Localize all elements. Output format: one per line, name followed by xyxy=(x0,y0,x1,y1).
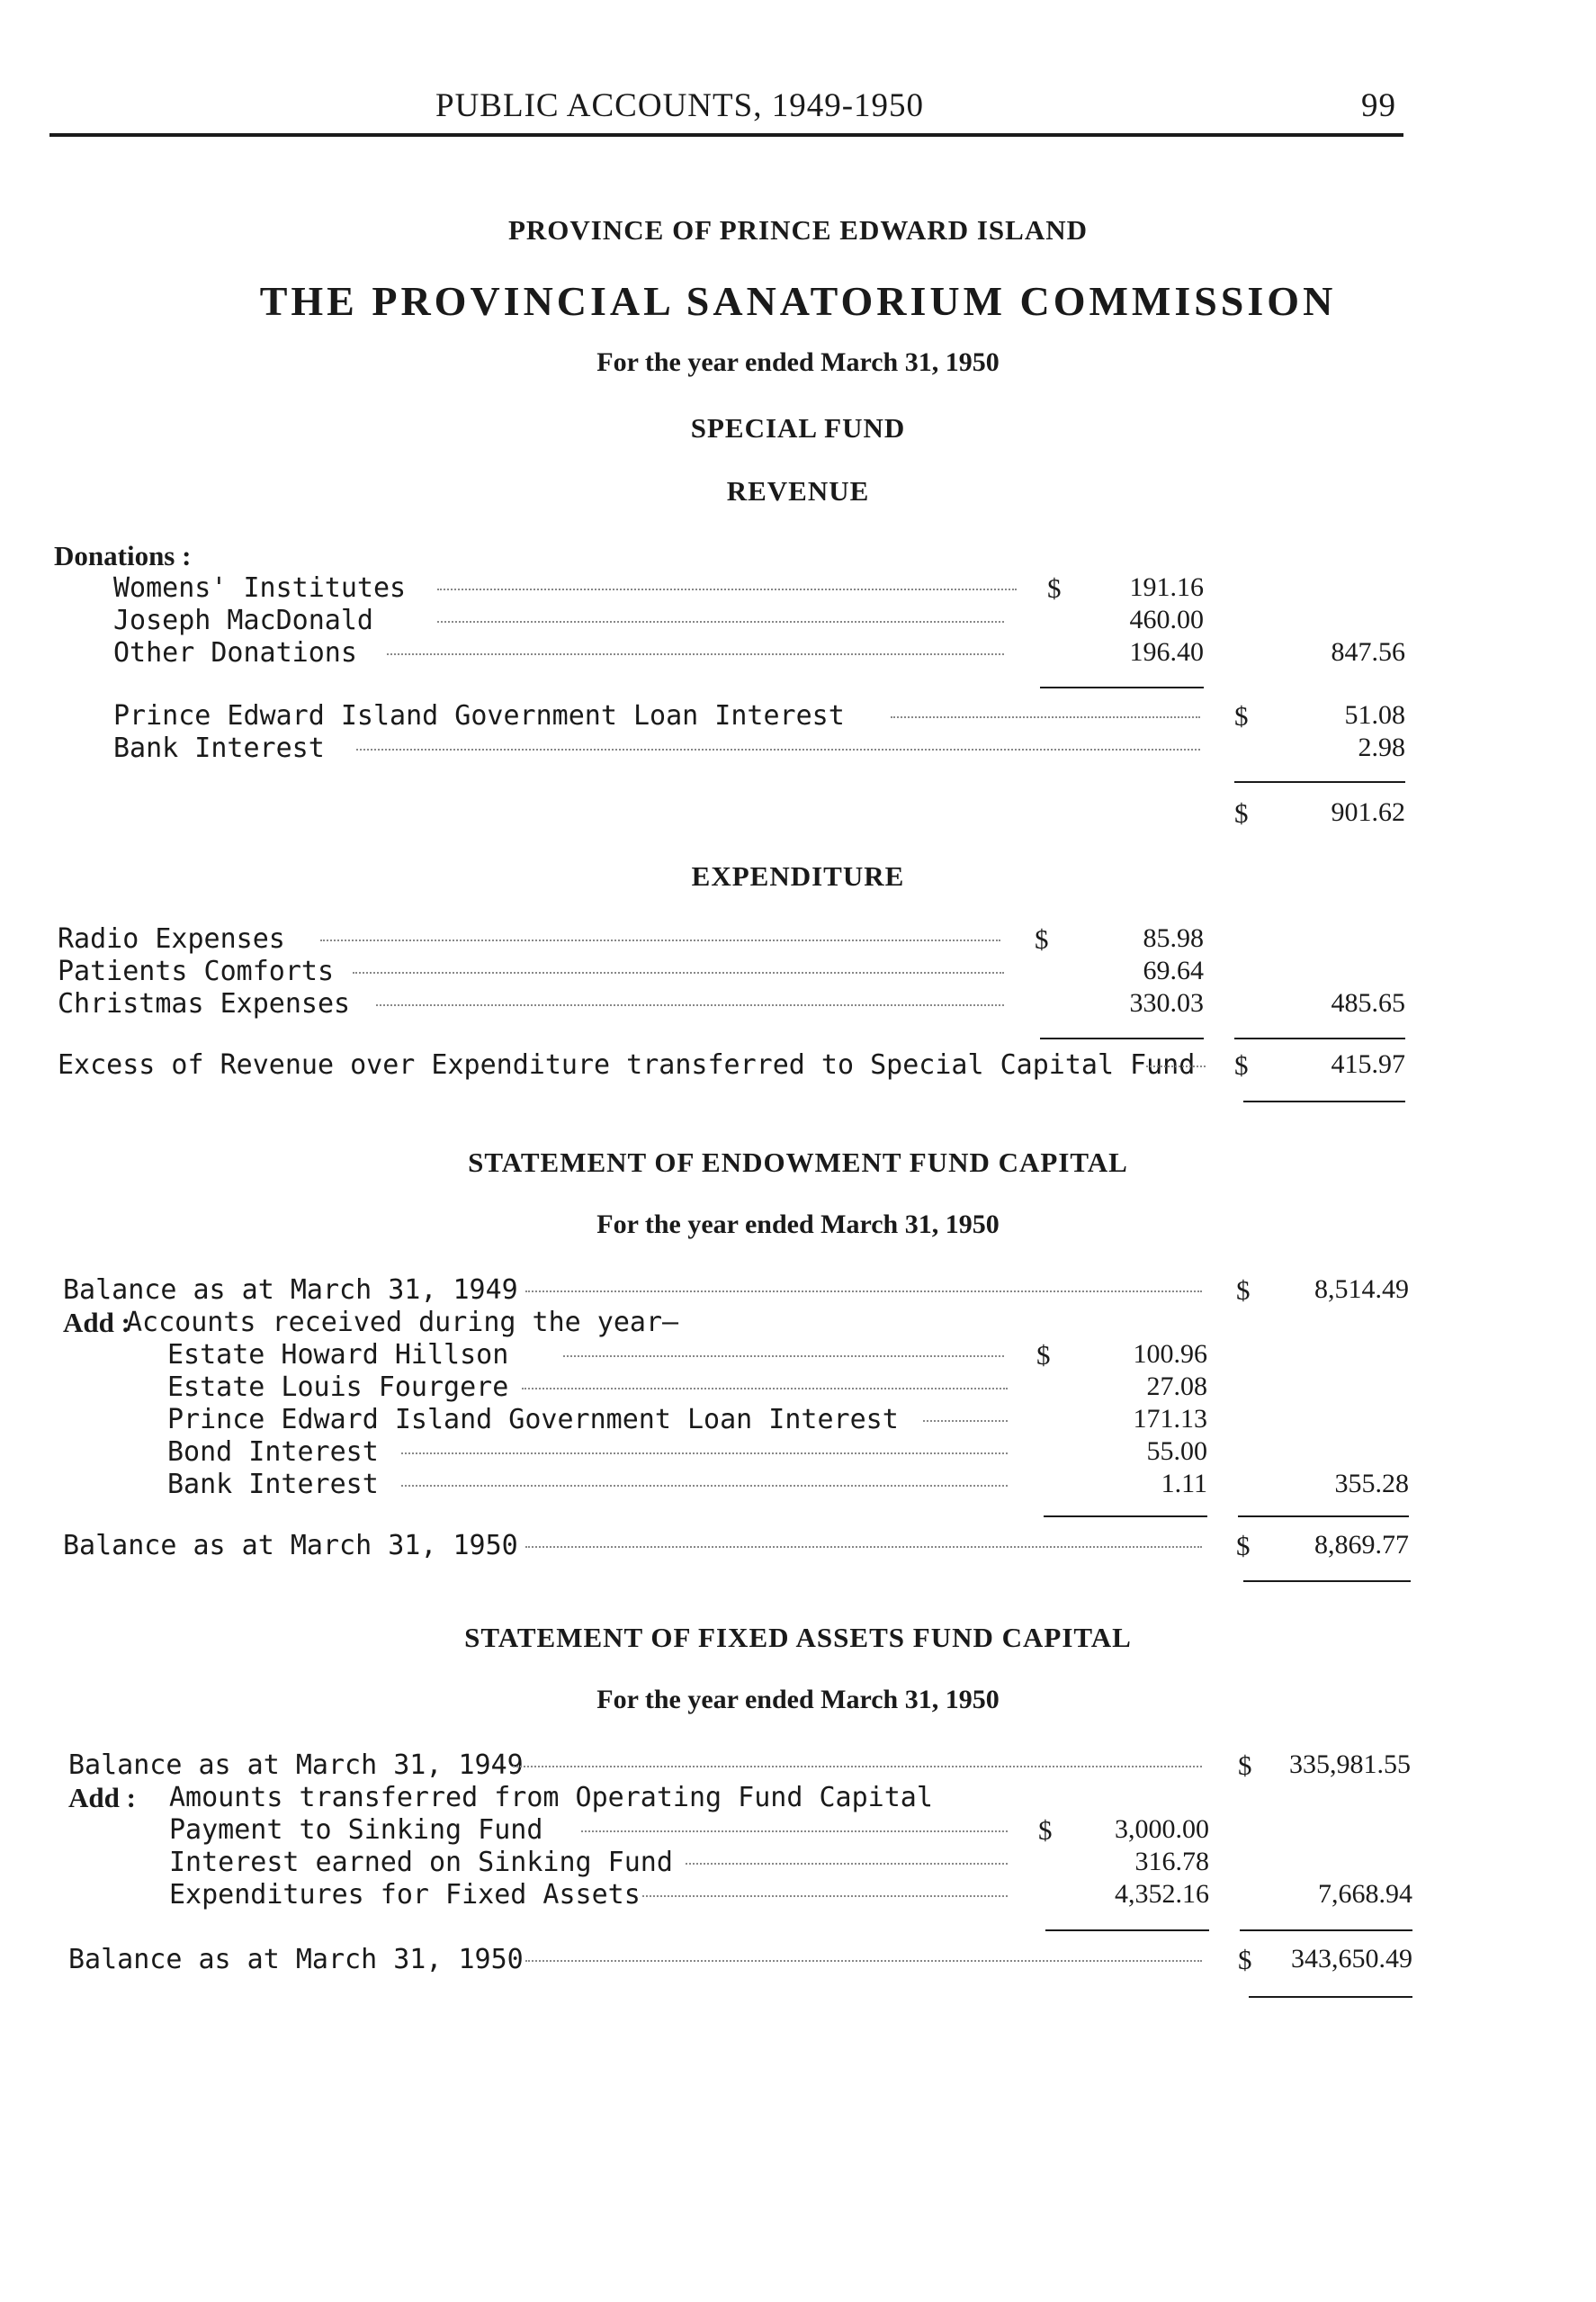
row-label: Prince Edward Island Government Loan Interest xyxy=(167,1404,899,1435)
province-heading: PROVINCE OF PRINCE EDWARD ISLAND xyxy=(507,214,1088,246)
revenue-row xyxy=(0,700,1596,733)
leader-dots xyxy=(356,749,1200,751)
endowment-row xyxy=(0,1404,1596,1436)
dollar-sign: $ xyxy=(1038,1814,1053,1846)
leader-dots xyxy=(525,1546,1202,1548)
fixed-assets-closing-total: 343,650.49 xyxy=(1291,1944,1412,1974)
amount: 330.03 xyxy=(1129,988,1204,1018)
leader-dots xyxy=(401,1452,1008,1454)
row-label: Bank Interest xyxy=(113,733,325,764)
leader-dots xyxy=(401,1485,1008,1487)
row-label: Balance as at March 31, 1950 xyxy=(63,1530,518,1561)
amount: 2.98 xyxy=(1358,733,1405,762)
add-label: Add : xyxy=(68,1782,136,1813)
dollar-sign: $ xyxy=(1234,797,1249,829)
fixed-assets-row xyxy=(0,1847,1596,1879)
double-rule xyxy=(1243,1101,1405,1102)
subtotal: 485.65 xyxy=(1331,988,1405,1018)
revenue-row xyxy=(0,572,1596,605)
row-label: Christmas Expenses xyxy=(58,988,351,1020)
amount: 100.96 xyxy=(1133,1339,1207,1369)
leader-dots xyxy=(522,1388,1008,1389)
fixed-assets-closing-row xyxy=(0,1944,1596,1976)
revenue-row xyxy=(0,637,1596,670)
commission-title: THE PROVINCIAL SANATORIUM COMMISSION xyxy=(259,278,1337,324)
expenditure-row xyxy=(0,956,1596,988)
endowment-period: For the year ended March 31, 1950 xyxy=(596,1209,1000,1239)
subtotal-rule xyxy=(1045,1929,1209,1931)
fixed-assets-add-row xyxy=(0,1782,1596,1814)
fund-heading: SPECIAL FUND xyxy=(690,412,906,444)
endowment-row xyxy=(0,1469,1596,1501)
row-label: Amounts transferred from Operating Fund Capital xyxy=(169,1782,933,1813)
row-label: Womens' Institutes xyxy=(113,572,407,604)
amount: 196.40 xyxy=(1129,637,1204,667)
fixed-assets-row xyxy=(0,1749,1596,1782)
row-label: Interest earned on Sinking Fund xyxy=(169,1847,673,1878)
fixed-assets-heading: STATEMENT OF FIXED ASSETS FUND CAPITAL xyxy=(464,1622,1132,1653)
row-label: Estate Howard Hillson xyxy=(167,1339,509,1371)
dollar-sign: $ xyxy=(1047,572,1062,604)
amount: 55.00 xyxy=(1146,1436,1207,1466)
subtotal-rule xyxy=(1040,687,1204,688)
endowment-row xyxy=(0,1436,1596,1469)
revenue-row xyxy=(0,733,1596,765)
row-label: Balance as at March 31, 1949 xyxy=(68,1749,524,1781)
expenditure-heading: EXPENDITURE xyxy=(691,860,905,892)
amount: 460.00 xyxy=(1129,605,1204,634)
revenue-heading: REVENUE xyxy=(726,475,870,507)
amount: 69.64 xyxy=(1143,956,1204,985)
leader-dots xyxy=(686,1863,1008,1865)
leader-dots xyxy=(437,589,1017,590)
dollar-sign: $ xyxy=(1036,1339,1051,1371)
row-label: Expenditures for Fixed Assets xyxy=(169,1879,641,1911)
revenue-total-row xyxy=(0,797,1596,830)
leader-dots xyxy=(525,1290,1202,1292)
leader-dots xyxy=(923,1420,1008,1422)
endowment-add-row xyxy=(0,1307,1596,1339)
revenue-total: 901.62 xyxy=(1331,797,1405,827)
leader-dots xyxy=(563,1355,1004,1357)
amount: 3,000.00 xyxy=(1115,1814,1209,1844)
endowment-heading: STATEMENT OF ENDOWMENT FUND CAPITAL xyxy=(468,1147,1128,1178)
amount: 335,981.55 xyxy=(1289,1749,1411,1779)
amount: 316.78 xyxy=(1134,1847,1209,1876)
row-label: Other Donations xyxy=(113,637,357,669)
amount: 51.08 xyxy=(1344,700,1405,730)
subtotal-rule xyxy=(1040,1038,1204,1039)
dollar-sign: $ xyxy=(1234,1049,1249,1081)
dollar-sign: $ xyxy=(1236,1274,1251,1306)
dollar-sign: $ xyxy=(1035,923,1049,955)
row-label: Bond Interest xyxy=(167,1436,379,1468)
page-number: 99 xyxy=(1361,87,1396,124)
donations-label: Donations : xyxy=(54,540,192,571)
period-heading: For the year ended March 31, 1950 xyxy=(596,347,1000,377)
amount: 8,514.49 xyxy=(1314,1274,1409,1304)
amount: 85.98 xyxy=(1143,923,1204,953)
endowment-closing-row xyxy=(0,1530,1596,1562)
row-label: Accounts received during the year— xyxy=(126,1307,679,1338)
amount: 27.08 xyxy=(1146,1371,1207,1401)
subtotal-rule xyxy=(1240,1929,1412,1931)
row-label: Balance as at March 31, 1949 xyxy=(63,1274,518,1306)
row-label: Joseph MacDonald xyxy=(113,605,373,636)
amount: 4,352.16 xyxy=(1115,1879,1209,1909)
subtotal: 847.56 xyxy=(1331,637,1405,667)
excess-total: 415.97 xyxy=(1331,1049,1405,1079)
row-label: Bank Interest xyxy=(167,1469,379,1500)
fixed-assets-row xyxy=(0,1879,1596,1911)
endowment-row xyxy=(0,1371,1596,1404)
subtotal: 7,668.94 xyxy=(1318,1879,1412,1909)
leader-dots xyxy=(525,1960,1202,1962)
row-label: Estate Louis Fourgere xyxy=(167,1371,509,1403)
double-rule xyxy=(1243,1580,1411,1582)
endowment-row xyxy=(0,1274,1596,1307)
leader-dots xyxy=(891,716,1200,718)
subtotal-rule xyxy=(1238,1515,1409,1517)
row-label: Balance as at March 31, 1950 xyxy=(68,1944,524,1975)
amount: 191.16 xyxy=(1129,572,1204,602)
leader-dots xyxy=(437,621,1004,623)
subtotal-rule xyxy=(1044,1515,1207,1517)
expenditure-row xyxy=(0,988,1596,1021)
leader-dots xyxy=(1146,1066,1206,1067)
leader-dots xyxy=(387,653,1004,655)
dollar-sign: $ xyxy=(1238,1749,1252,1781)
endowment-row xyxy=(0,1339,1596,1371)
excess-row xyxy=(0,1049,1596,1082)
row-label: Prince Edward Island Government Loan Interest xyxy=(113,700,845,732)
fixed-assets-row xyxy=(0,1814,1596,1847)
row-label: Excess of Revenue over Expenditure transferred to Special Capital Fund xyxy=(58,1049,1196,1081)
endowment-closing-total: 8,869.77 xyxy=(1314,1530,1409,1560)
add-label: Add : xyxy=(63,1307,130,1338)
leader-dots xyxy=(513,1766,1202,1767)
leader-dots xyxy=(320,940,1000,941)
header-rule xyxy=(49,133,1403,137)
amount: 171.13 xyxy=(1133,1404,1207,1434)
amount: 1.11 xyxy=(1161,1469,1207,1498)
dollar-sign: $ xyxy=(1238,1944,1252,1975)
row-label: Payment to Sinking Fund xyxy=(169,1814,543,1846)
dollar-sign: $ xyxy=(1236,1530,1251,1561)
dollar-sign: $ xyxy=(1234,700,1249,732)
leader-dots xyxy=(581,1830,1008,1832)
leader-dots xyxy=(353,972,1004,974)
subtotal-rule xyxy=(1234,1038,1405,1039)
total-rule xyxy=(1234,781,1405,783)
running-header-title: PUBLIC ACCOUNTS, 1949-1950 xyxy=(435,87,925,124)
leader-dots xyxy=(376,1004,1004,1006)
expenditure-row xyxy=(0,923,1596,956)
double-rule xyxy=(1249,1996,1412,1998)
revenue-row xyxy=(0,605,1596,637)
row-label: Radio Expenses xyxy=(58,923,285,955)
row-label: Patients Comforts xyxy=(58,956,335,987)
fixed-assets-period: For the year ended March 31, 1950 xyxy=(596,1685,1000,1714)
leader-dots xyxy=(642,1895,1008,1897)
subtotal: 355.28 xyxy=(1334,1469,1409,1498)
